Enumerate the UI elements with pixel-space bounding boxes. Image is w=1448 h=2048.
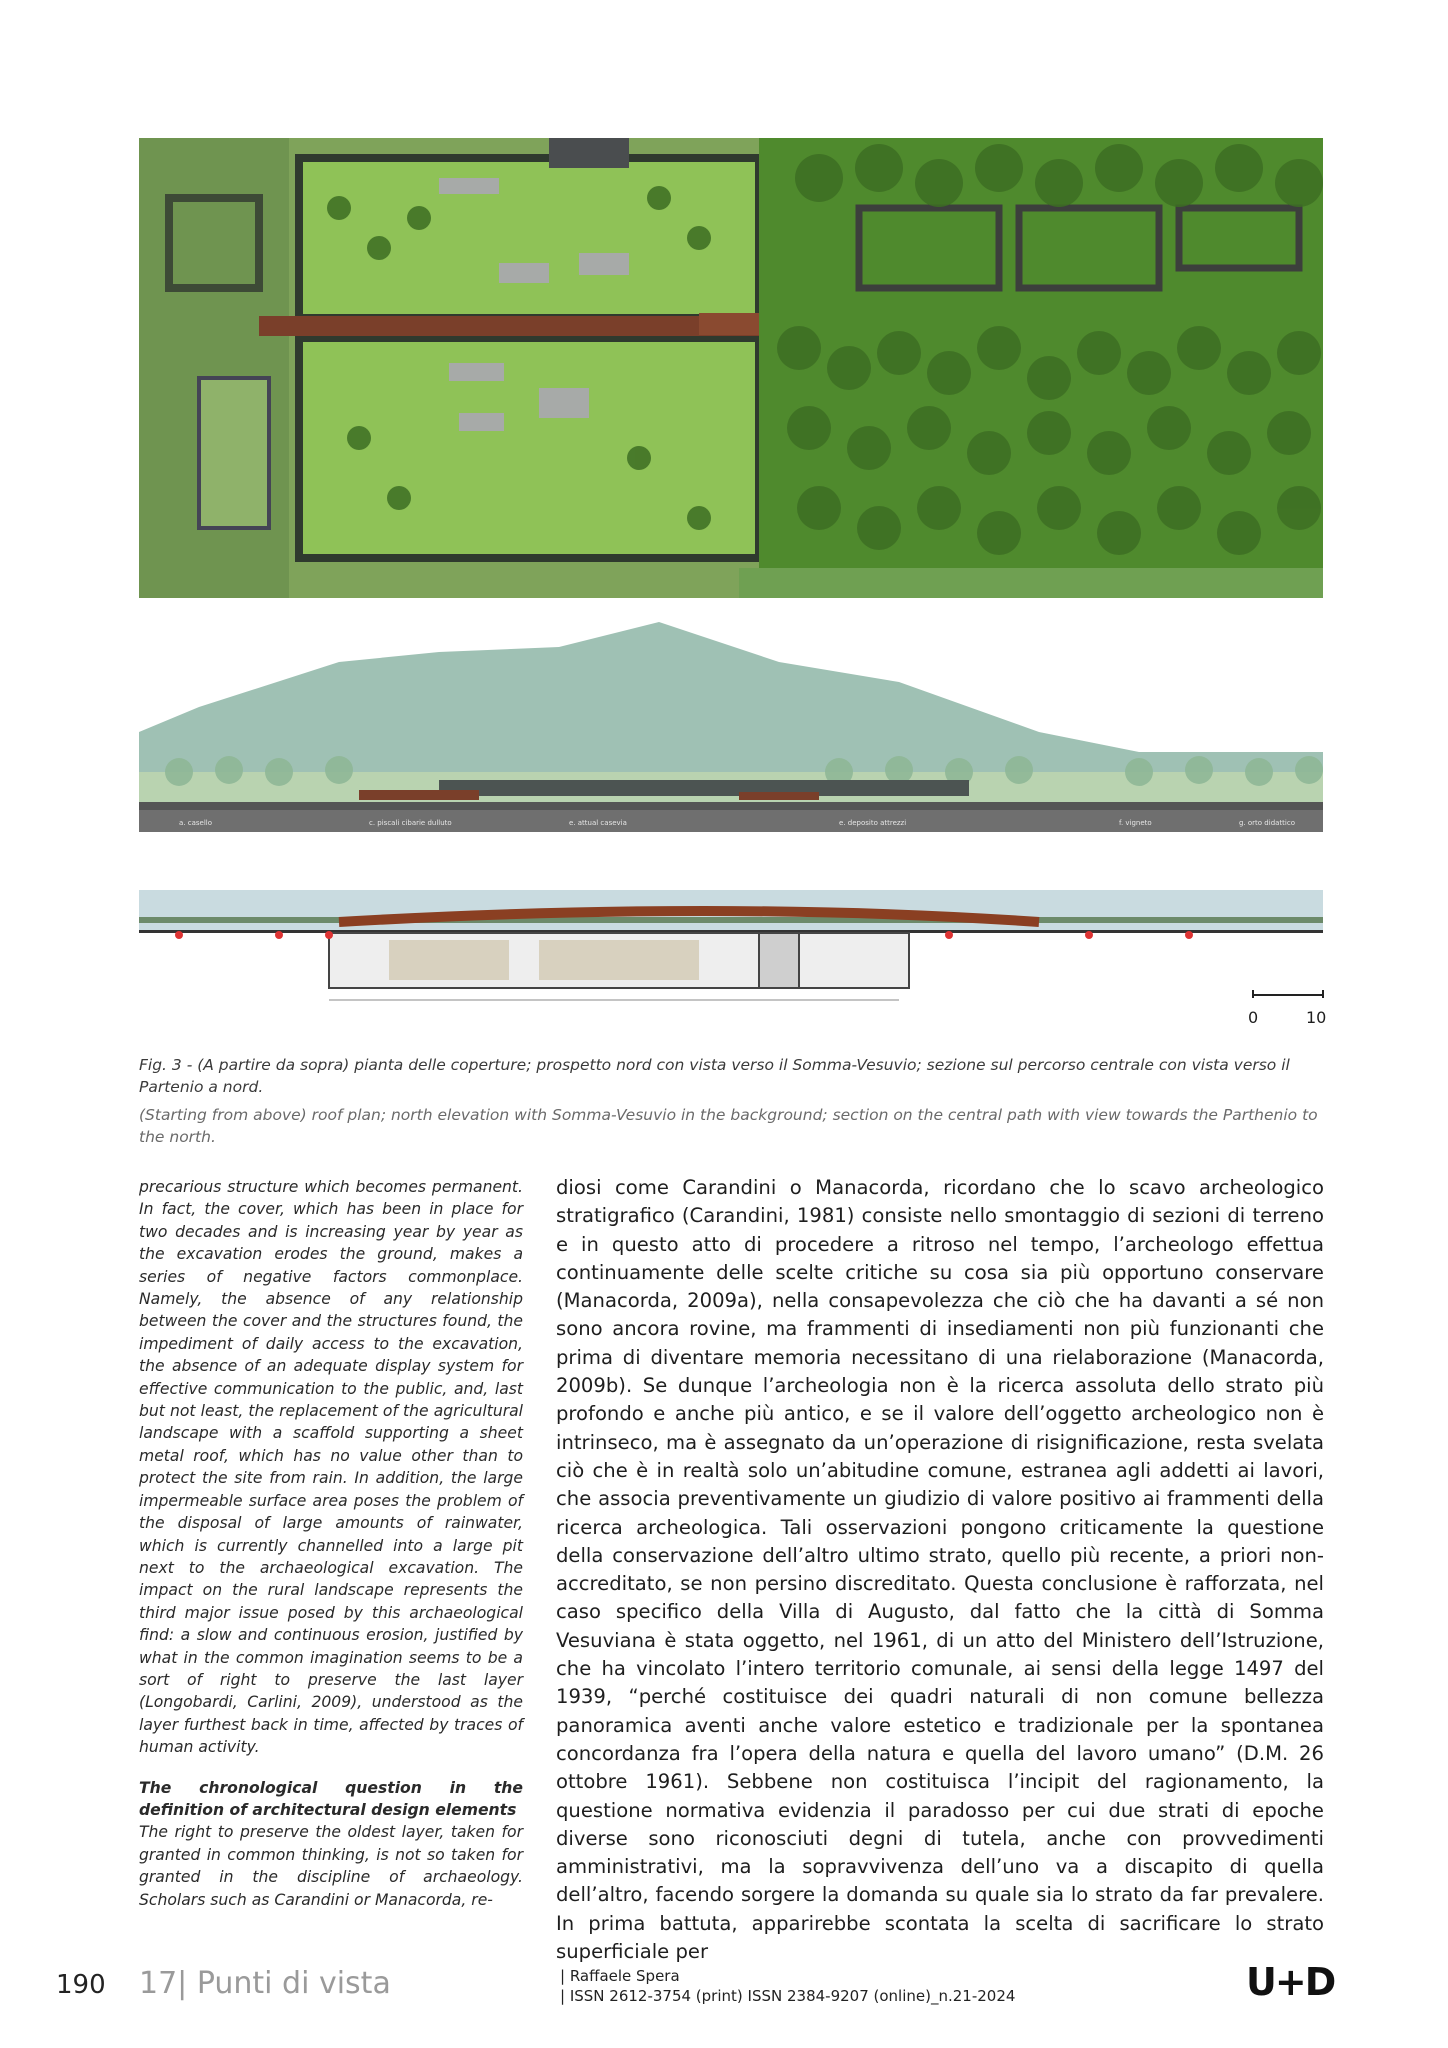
elevation-label: e. deposito attrezzi	[839, 819, 907, 827]
right-column	[556, 1174, 1324, 1966]
elevation-label: a. casello	[179, 819, 213, 827]
scale-label-zero: 0	[1248, 1008, 1259, 1027]
elevation-label: e. attual casevia	[569, 819, 627, 827]
author-line: | Raffaele Spera	[560, 1967, 680, 1985]
paragraph-italian: diosi come Carandini o Manacorda, ricordano che lo scavo archeologico stratigrafico (Carandini, 1981) consiste nello smontaggio di sezioni di terreno e in questo atto di procedere a ritroso nel tempo, l’archeologo effettua continuamente delle scelte critiche su cosa sia più opportuno conservare (Manacorda, 2009a), nella consapevolezza che ciò che ha davanti a sé non sono ancora rovine, ma frammenti di insediamenti non più funzionanti che prima di diventare memoria necessitano di una rielaborazione (Manacorda, 2009b). Se dunque l’archeologia non è la ricerca assoluta dello strato più profondo e anche più antico, e se il valore dell’oggetto archeologico non è intrinseco, ma è assegnato da un’operazione di risignificazione, resta svelata ciò che è in realtà solo un’abitudine comune, estranea agli addetti ai lavori, che associa preventivamente un giudizio di valore positivo ai frammenti della ricerca archeologica. Tali osservazioni pongono criticamente la questione della conservazione dell’altro ultimo strato, quello più recente, a priori non-accreditato, se non persino discreditato. Questa conclusione è rafforzata, nel caso specifico della Villa di Augusto, dal fatto che la città di Somma Vesuviana è stata oggetto, nel 1961, di un atto del Ministero dell’Istruzione, che ha vincolato l’intero territorio comunale, ai sensi della legge 1497 del 1939, “perché costituisce dei quadri naturali di non comune bellezza panoramica aventi anche valore estetico e tradizionale per la spontanea concordanza fra l’opera della natura e quella del lavoro umano” (D.M. 26 ottobre 1961). Sebbene non costituisca l’incipit del ragionamento, la questione normativa evidenzia il paradosso per cui due strati di epoche diverse sono riconosciuti degni di tutela, anche con provvedimenti amministrativi, ma la sopravvivenza dell’uno va a discapito di quella dell’altro, facendo sorgere la domanda su quale sia lo strato da far prevalere. In prima battuta, apparirebbe scontata la scelta di sacrificare lo strato superficiale per	[556, 1176, 1324, 1964]
scale-bar-line	[1252, 994, 1324, 996]
scale-bar-tick	[1252, 990, 1254, 998]
issn-line: | ISSN 2612-3754 (print) ISSN 2384-9207 (online)_n.21-2024	[560, 1987, 1016, 2005]
elevation-label: g. orto didattico	[1239, 819, 1295, 827]
section-heading: The chronological question in the definition of architectural design elements	[139, 1778, 523, 1819]
scale-bar	[1240, 990, 1330, 1030]
north-elevation-image	[139, 622, 1323, 832]
elevation-label: f. vigneto	[1119, 819, 1152, 827]
section-image	[139, 880, 1323, 1020]
page-number: 190	[56, 1970, 106, 2000]
scale-bar-tick	[1322, 990, 1324, 998]
paragraph-english-2: The right to preserve the oldest layer, taken for granted in common thinking, is not so taken for granted in the discipline of archaeology. Scholars such as Carandini or Manacorda, re-	[139, 1823, 523, 1909]
figure-caption-italian: Fig. 3 - (A partire da sopra) pianta delle coperture; prospetto nord con vista verso il Somma-Vesuvio; sezione sul percorso centrale con vista verso il Partenio a nord.	[139, 1056, 1290, 1096]
roof-plan-image	[139, 138, 1323, 598]
figure-caption-english: (Starting from above) roof plan; north elevation with Somma-Vesuvio in the background; section on the central path with view towards the Parthenio to the north.	[139, 1106, 1318, 1146]
elevation-label: c. piscali cibarie dulluto	[369, 819, 452, 827]
left-column	[139, 1176, 523, 1911]
journal-section: 17| Punti di vista	[139, 1966, 391, 2001]
footer-info	[560, 1966, 1015, 2006]
scale-label-ten: 10	[1306, 1008, 1327, 1027]
journal-logo: U+D	[1246, 1960, 1335, 2004]
paragraph-english-1: precarious structure which becomes permanent. In fact, the cover, which has been in place for two decades and is increasing year by year as the excavation erodes the ground, makes a series of negative factors commonplace. Namely, the absence of any relationship between the cover and the structures found, the impediment of daily access to the excavation, the absence of an adequate display system for effective communication to the public, and, last but not least, the replacement of the agricultural landscape with a scaffold supporting a sheet metal roof, which has no value other than to protect the site from rain. In addition, the large impermeable surface area poses the problem of the disposal of large amounts of rainwater, which is currently channelled into a large pit next to the archaeological excavation. The impact on the rural landscape represents the third major issue posed by this archaeological find: a slow and continuous erosion, justified by what in the common imagination seems to be a sort of right to preserve the last layer (Longobardi, Carlini, 2009), understood as the layer furthest back in time, affected by traces of human activity.	[139, 1178, 523, 1757]
